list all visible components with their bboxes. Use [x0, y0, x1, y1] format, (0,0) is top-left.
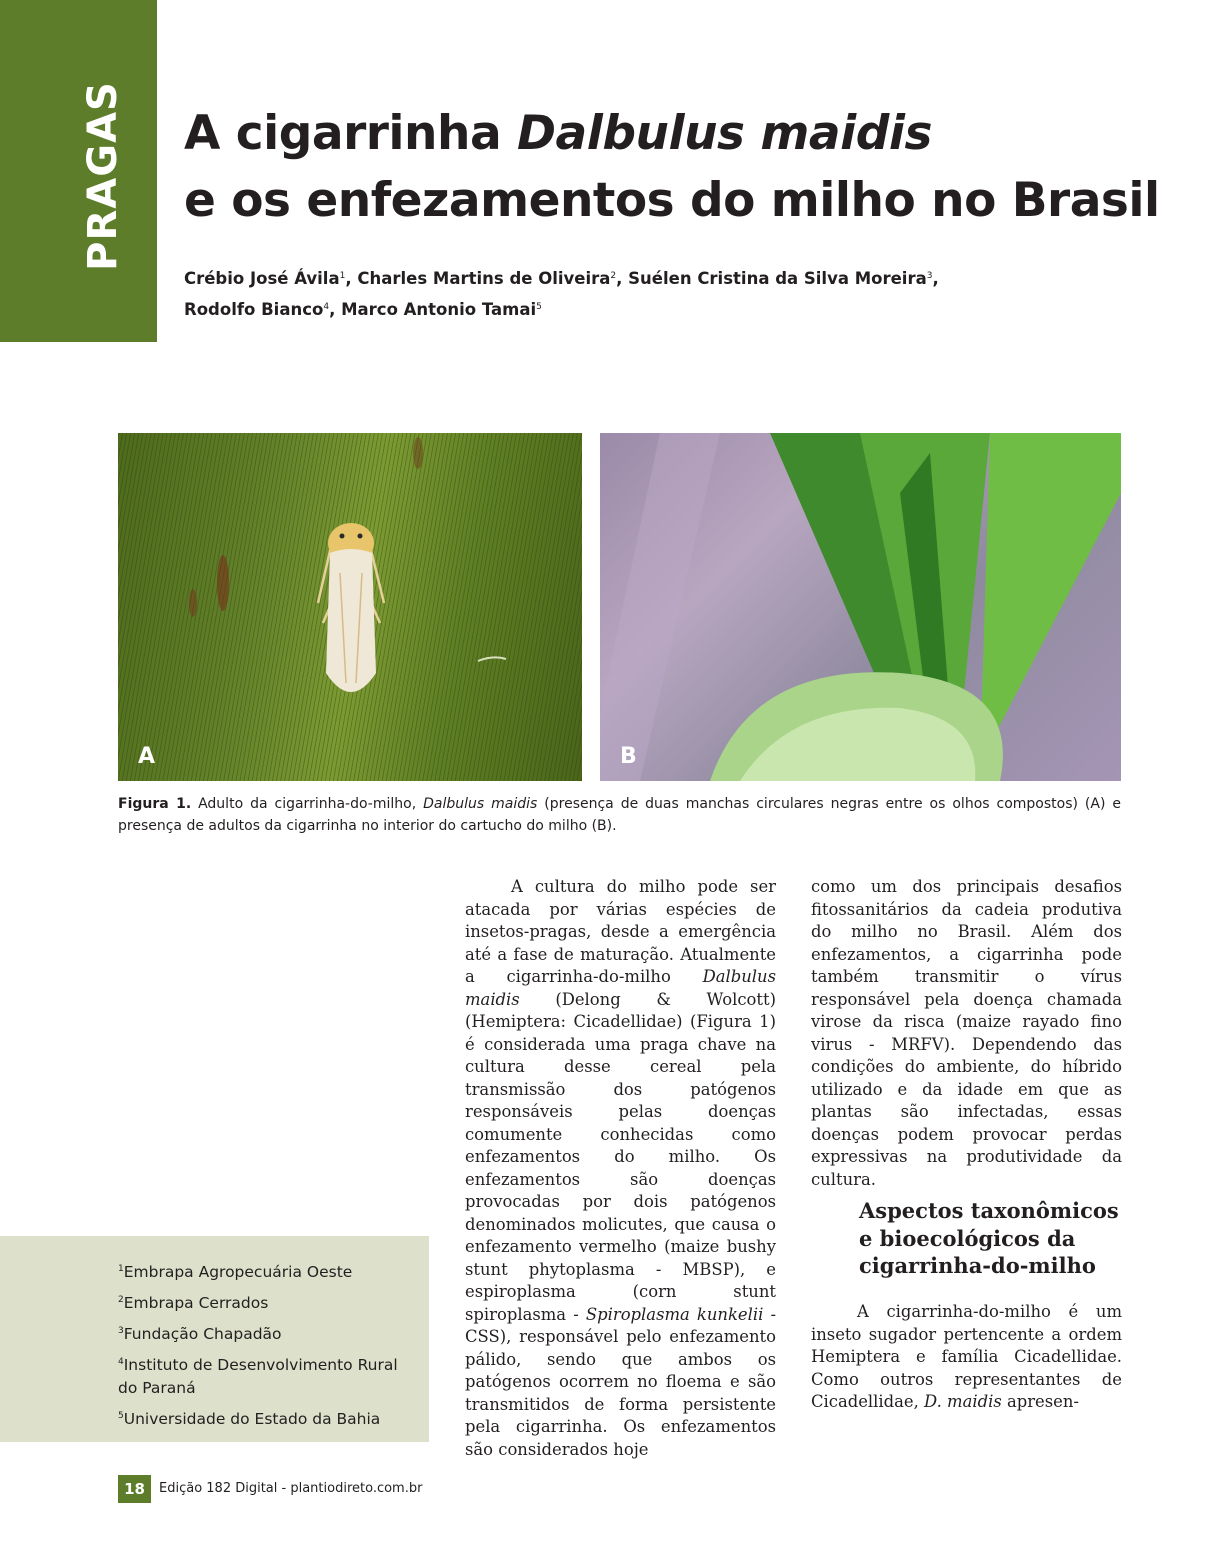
- caption-text-2: (presença de duas manchas circulares negras entre os olhos compostos) (A) e presença de adultos da cigarrinha no interior do cartucho do milho (B).: [118, 796, 1121, 834]
- figure-label-a: A: [138, 744, 156, 769]
- affiliation-text: Instituto de Desenvolvimento Rural do Paraná: [118, 1356, 398, 1397]
- footer-site-link[interactable]: plantiodireto.com.br: [290, 1481, 423, 1496]
- affiliation-list: [118, 1258, 418, 1436]
- body-species: Dalbulus maidis: [465, 967, 776, 1009]
- body-column-1: [465, 876, 776, 1461]
- author-name: Suélen Cristina da Silva Moreira: [628, 269, 927, 288]
- affiliation-item: [118, 1289, 418, 1315]
- section-heading: Aspectos taxonômicos e bioecológicos da cigarrinha-do-milho: [859, 1198, 1119, 1278]
- author-separator: ,: [616, 269, 629, 288]
- author-affiliation-ref: 2: [610, 271, 617, 281]
- body-column-2: como um dos principais desafios fitossanitários da cadeia produtiva do milho no Brasil. Além dos enfezamentos, a cigarrinha pode também transmitir o vírus responsável pela doença chamada virose da risca (maize rayado fino virus - MRFV). Dependendo das condições do ambiente, do híbrido utilizado e da idade em que as plantas são infectadas, essas doenças podem provocar perdas expressivas na produtividade da cultura.: [811, 877, 1122, 1189]
- affiliation-number: 1: [118, 1264, 124, 1274]
- author-affiliation-ref: 1: [339, 271, 346, 281]
- author-name: Rodolfo Bianco: [184, 300, 324, 319]
- affiliation-item: [118, 1320, 418, 1346]
- title-part1: A cigarrinha: [184, 106, 518, 161]
- author-affiliation-ref: 5: [536, 302, 542, 312]
- title-line2: e os enfezamentos do milho no Brasil: [184, 173, 1160, 228]
- author-list: [184, 262, 1164, 324]
- body-text: A cultura do milho pode ser atacada por várias espécies de insetos-pragas, desde a emergência até a fase de maturação. Atualmente a cigarrinha-do-milho: [465, 877, 776, 986]
- body-text: - CSS), responsável pelo enfezamento pálido, sendo que ambos os patógenos ocorrem no floema e são transmitidos de forma persistente pela cigarrinha. Os enfezamentos são considerados hoje: [465, 1304, 776, 1459]
- figure-label-b: B: [620, 744, 637, 769]
- affiliation-text: Embrapa Cerrados: [123, 1294, 269, 1312]
- leafhopper-illustration: [118, 433, 582, 781]
- figure-photo-leafhopper: [118, 433, 582, 781]
- affiliation-number: 2: [118, 1295, 124, 1305]
- author-name: Marco Antonio Tamai: [341, 300, 537, 319]
- corn-whorl-illustration: [600, 433, 1121, 781]
- section-label: PRAGAS: [80, 81, 126, 271]
- article-title: [184, 100, 1184, 234]
- affiliation-item: [118, 1258, 418, 1284]
- body-species: Spiroplasma kunkelii: [585, 1304, 764, 1324]
- title-species: Dalbulus maidis: [517, 106, 932, 161]
- affiliation-number: 4: [118, 1357, 124, 1367]
- footer-edition: Edição 182 Digital -: [159, 1481, 291, 1496]
- caption-label: Figura 1.: [118, 796, 192, 812]
- author-separator: ,: [932, 269, 939, 288]
- author-affiliation-ref: 3: [926, 271, 933, 281]
- author-affiliation-ref: 4: [323, 302, 330, 312]
- affiliation-item: [118, 1405, 418, 1431]
- page-number: 18: [118, 1475, 151, 1503]
- author-separator: ,: [329, 300, 342, 319]
- body-text: apresen-: [1001, 1392, 1079, 1411]
- body-species: D. maidis: [924, 1392, 1002, 1411]
- affiliation-item: [118, 1351, 418, 1400]
- body-text: A cigarrinha-do-milho é um inseto sugador pertencente a ordem Hemiptera e família Cicadellidae. Como outros representantes de Cicadellidae,: [811, 1302, 1122, 1411]
- caption-text-1: Adulto da cigarrinha-do-milho,: [191, 796, 424, 812]
- author-separator: ,: [345, 269, 358, 288]
- body-column-2-continued: [811, 1301, 1122, 1414]
- author-name: Charles Martins de Oliveira: [357, 269, 611, 288]
- figure-photo-corn-whorl: [600, 433, 1121, 781]
- affiliation-text: Embrapa Agropecuária Oeste: [123, 1263, 353, 1281]
- affiliation-text: Universidade do Estado da Bahia: [123, 1410, 381, 1428]
- affiliation-number: 3: [118, 1326, 124, 1336]
- author-name: Crébio José Ávila: [184, 269, 340, 288]
- footer-text: [159, 1475, 422, 1503]
- body-text: (Delong & Wolcott) (Hemiptera: Cicadellidae) (Figura 1) é considerada uma praga chave na cultura desse cereal pela transmissão dos patógenos responsáveis pelas doenças comumente conhecidas como enfezamentos do milho. Os enfezamentos são doenças provocadas por dois patógenos denominados molicutes, que causa o enfezamento vermelho (maize bushy stunt phytoplasma - MBSP), e espiroplasma (corn stunt spiroplasma -: [465, 989, 776, 1324]
- section-tab: [0, 0, 157, 342]
- affiliation-text: Fundação Chapadão: [123, 1325, 282, 1343]
- caption-species: Dalbulus maidis: [423, 796, 538, 812]
- affiliation-number: 5: [118, 1411, 124, 1421]
- figure-caption: [118, 793, 1121, 837]
